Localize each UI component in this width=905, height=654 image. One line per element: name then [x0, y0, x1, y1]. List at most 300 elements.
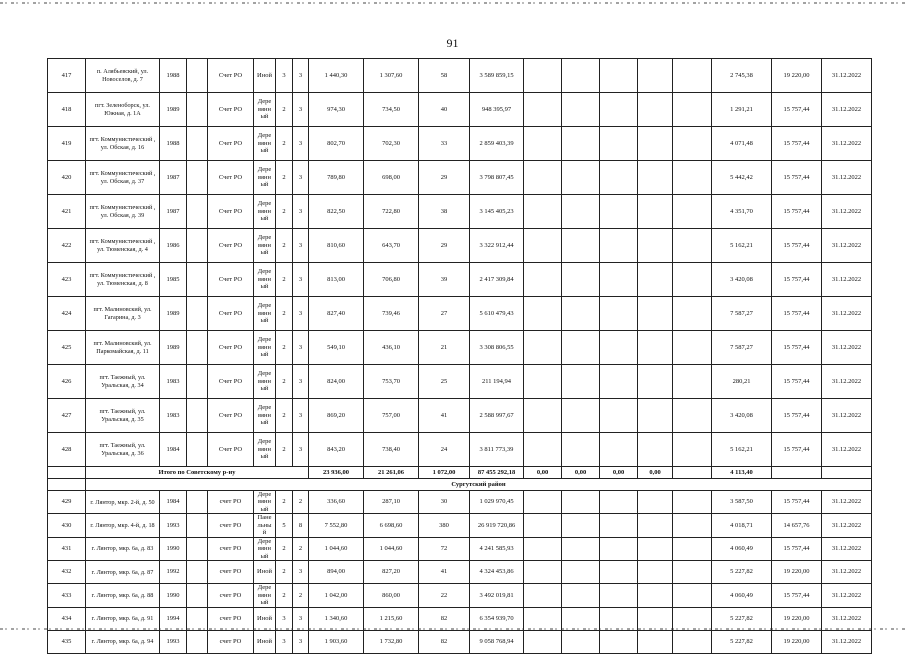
- unit-cost-cell: 3 420,08: [712, 263, 772, 297]
- address-cell: г. Лянтор, мкр. 6а, д. 91: [86, 607, 160, 630]
- empty-cell: [187, 630, 208, 653]
- total-area-cell: 810,60: [309, 229, 364, 263]
- total-cost-cell: 4 241 585,93: [470, 537, 524, 560]
- year-built-cell: 1989: [160, 331, 187, 365]
- completion-date-cell: 31.12.2022: [822, 59, 872, 93]
- funding-source-cell: Счет РО: [208, 433, 254, 467]
- empty-cell: [673, 607, 712, 630]
- total-cost-cell: 3 589 859,15: [470, 59, 524, 93]
- empty-cell: [187, 229, 208, 263]
- unit-cost-sum: 4 113,40: [712, 467, 772, 479]
- empty-cell: [187, 584, 208, 607]
- total-cost-cell: 26 919 720,86: [470, 514, 524, 537]
- sum-cell: 0,00: [562, 467, 600, 479]
- empty-cell: [562, 630, 600, 653]
- wall-material-cell: Дере вянн ый: [254, 584, 276, 607]
- empty-cell: [600, 127, 638, 161]
- floors-cell: 2: [276, 584, 293, 607]
- empty-cell: [638, 229, 673, 263]
- empty-cell: [524, 630, 562, 653]
- unit-cost-cell: 5 442,42: [712, 161, 772, 195]
- max-unit-cost-cell: 15 757,44: [772, 263, 822, 297]
- floors-cell: 2: [276, 331, 293, 365]
- row-number-cell: 429: [48, 491, 86, 514]
- funding-source-cell: Счет РО: [208, 161, 254, 195]
- row-number-cell: 433: [48, 584, 86, 607]
- empty-cell: [524, 365, 562, 399]
- empty-cell: [638, 433, 673, 467]
- empty-cell: [562, 297, 600, 331]
- row-number-cell: 417: [48, 59, 86, 93]
- residents-cell: 82: [419, 630, 470, 653]
- max-unit-cost-cell: 15 757,44: [772, 537, 822, 560]
- empty-cell: [600, 514, 638, 537]
- completion-date-cell: 31.12.2022: [822, 161, 872, 195]
- address-cell: пгт. Таежный, ул. Уральская, д. 34: [86, 365, 160, 399]
- year-built-cell: 1983: [160, 399, 187, 433]
- empty-cell: [524, 229, 562, 263]
- address-cell: г. Лянтор, мкр. 4-й, д. 18: [86, 514, 160, 537]
- empty-cell: [600, 399, 638, 433]
- empty-cell: [562, 263, 600, 297]
- empty-cell: [600, 537, 638, 560]
- entrances-cell: 3: [293, 399, 309, 433]
- address-cell: г. Лянтор, мкр. 6а, д. 83: [86, 537, 160, 560]
- wall-material-cell: Дере вянн ый: [254, 93, 276, 127]
- floors-cell: 2: [276, 537, 293, 560]
- max-unit-cost-cell: 19 220,00: [772, 59, 822, 93]
- empty-cell: [562, 433, 600, 467]
- residents-cell: 30: [419, 491, 470, 514]
- address-cell: пгт. Малиновский, ул. Паркомайская, д. 11: [86, 331, 160, 365]
- section-row: [48, 479, 872, 491]
- funding-source-cell: Счет РО: [208, 399, 254, 433]
- residents-cell: 22: [419, 584, 470, 607]
- total-cost-sum: 87 455 292,18: [470, 467, 524, 479]
- max-unit-cost-cell: 15 757,44: [772, 161, 822, 195]
- year-built-cell: 1992: [160, 561, 187, 584]
- entrances-cell: 2: [293, 537, 309, 560]
- total-area-cell: 974,30: [309, 93, 364, 127]
- empty-cell: [673, 433, 712, 467]
- total-cost-cell: 3 322 912,44: [470, 229, 524, 263]
- empty-cell: [673, 93, 712, 127]
- completion-date-cell: 31.12.2022: [822, 630, 872, 653]
- wall-material-cell: Иной: [254, 607, 276, 630]
- empty-cell: [524, 561, 562, 584]
- address-cell: пгт. Зеленоборск, ул. Южная, д. 1А: [86, 93, 160, 127]
- year-built-cell: 1990: [160, 537, 187, 560]
- unit-cost-cell: 280,21: [712, 365, 772, 399]
- wall-material-cell: Иной: [254, 561, 276, 584]
- empty-cell: [187, 537, 208, 560]
- empty-cell: [600, 263, 638, 297]
- unit-cost-cell: 4 060,49: [712, 537, 772, 560]
- max-unit-cost-cell: 15 757,44: [772, 399, 822, 433]
- total-area-cell: 549,10: [309, 331, 364, 365]
- empty-cell: [524, 399, 562, 433]
- funding-source-cell: Счет РО: [208, 59, 254, 93]
- empty-cell: [562, 127, 600, 161]
- unit-cost-cell: 5 227,82: [712, 561, 772, 584]
- floors-cell: 3: [276, 630, 293, 653]
- empty-cell: [562, 331, 600, 365]
- row-number-cell: 424: [48, 297, 86, 331]
- empty-cell: [600, 584, 638, 607]
- living-area-cell: 753,70: [364, 365, 419, 399]
- empty-cell: [673, 467, 712, 479]
- wall-material-cell: Пане льны й: [254, 514, 276, 537]
- empty-cell: [187, 399, 208, 433]
- year-built-cell: 1987: [160, 161, 187, 195]
- total-cost-cell: 4 324 453,86: [470, 561, 524, 584]
- empty-cell: [187, 491, 208, 514]
- residents-cell: 41: [419, 399, 470, 433]
- empty-cell: [48, 479, 86, 491]
- empty-cell: [600, 331, 638, 365]
- residents-sum: 1 072,00: [419, 467, 470, 479]
- max-unit-cost-cell: 15 757,44: [772, 433, 822, 467]
- address-cell: г. Лянтор, мкр. 6а, д. 88: [86, 584, 160, 607]
- row-number-cell: 426: [48, 365, 86, 399]
- empty-cell: [562, 93, 600, 127]
- empty-cell: [600, 93, 638, 127]
- empty-cell: [638, 365, 673, 399]
- row-number-cell: 432: [48, 561, 86, 584]
- row-number-cell: 435: [48, 630, 86, 653]
- empty-cell: [600, 433, 638, 467]
- funding-source-cell: счет РО: [208, 630, 254, 653]
- entrances-cell: 3: [293, 630, 309, 653]
- residents-cell: 39: [419, 263, 470, 297]
- entrances-cell: 3: [293, 331, 309, 365]
- total-area-cell: 1 440,30: [309, 59, 364, 93]
- year-built-cell: 1987: [160, 195, 187, 229]
- empty-cell: [187, 93, 208, 127]
- max-unit-cost-cell: 15 757,44: [772, 331, 822, 365]
- floors-cell: 2: [276, 127, 293, 161]
- funding-source-cell: Счет РО: [208, 297, 254, 331]
- total-area-cell: 1 903,60: [309, 630, 364, 653]
- table-row: [48, 607, 872, 630]
- wall-material-cell: Дере вянн ый: [254, 127, 276, 161]
- residents-cell: 21: [419, 331, 470, 365]
- year-built-cell: 1988: [160, 59, 187, 93]
- total-cost-cell: 9 058 768,94: [470, 630, 524, 653]
- empty-cell: [187, 607, 208, 630]
- empty-cell: [638, 93, 673, 127]
- unit-cost-cell: 5 162,21: [712, 433, 772, 467]
- empty-cell: [638, 537, 673, 560]
- empty-cell: [638, 127, 673, 161]
- table-body: [48, 59, 872, 654]
- sum-cell: 0,00: [638, 467, 673, 479]
- total-area-cell: 869,20: [309, 399, 364, 433]
- empty-cell: [638, 514, 673, 537]
- address-cell: пгт. Малиновский, ул. Гагарина, д. 3: [86, 297, 160, 331]
- table-row: [48, 537, 872, 560]
- empty-cell: [638, 161, 673, 195]
- address-cell: п. Алябьевский, ул. Новоселов, д. 7: [86, 59, 160, 93]
- total-area-cell: 1 042,00: [309, 584, 364, 607]
- funding-source-cell: Счет РО: [208, 93, 254, 127]
- max-unit-cost-cell: 15 757,44: [772, 365, 822, 399]
- floors-cell: 2: [276, 93, 293, 127]
- empty-cell: [638, 297, 673, 331]
- empty-cell: [187, 433, 208, 467]
- row-number-cell: 430: [48, 514, 86, 537]
- row-number-cell: 422: [48, 229, 86, 263]
- entrances-cell: 3: [293, 433, 309, 467]
- table-row: [48, 365, 872, 399]
- empty-cell: [638, 331, 673, 365]
- total-cost-cell: 3 811 773,39: [470, 433, 524, 467]
- total-cost-cell: 948 395,97: [470, 93, 524, 127]
- floors-cell: 2: [276, 433, 293, 467]
- unit-cost-cell: 7 587,27: [712, 331, 772, 365]
- empty-cell: [600, 607, 638, 630]
- residents-cell: 380: [419, 514, 470, 537]
- living-area-cell: 6 698,60: [364, 514, 419, 537]
- empty-cell: [600, 161, 638, 195]
- empty-cell: [638, 630, 673, 653]
- completion-date-cell: 31.12.2022: [822, 229, 872, 263]
- entrances-cell: 3: [293, 607, 309, 630]
- unit-cost-cell: 4 351,70: [712, 195, 772, 229]
- year-built-cell: 1984: [160, 491, 187, 514]
- total-area-cell: 822,50: [309, 195, 364, 229]
- address-cell: г. Лянтор, мкр. 2-й, д. 50: [86, 491, 160, 514]
- funding-source-cell: счет РО: [208, 514, 254, 537]
- living-area-cell: 1 732,80: [364, 630, 419, 653]
- table-row: [48, 195, 872, 229]
- page-number: 91: [446, 36, 459, 50]
- living-area-cell: 436,10: [364, 331, 419, 365]
- completion-date-cell: 31.12.2022: [822, 433, 872, 467]
- entrances-cell: 8: [293, 514, 309, 537]
- residents-cell: 72: [419, 537, 470, 560]
- total-cost-cell: 3 798 807,45: [470, 161, 524, 195]
- total-area-sum: 23 936,00: [309, 467, 364, 479]
- funding-source-cell: Счет РО: [208, 331, 254, 365]
- empty-cell: [524, 161, 562, 195]
- max-unit-cost-cell: 19 220,00: [772, 607, 822, 630]
- empty-cell: [822, 467, 872, 479]
- total-area-cell: 802,70: [309, 127, 364, 161]
- empty-cell: [562, 229, 600, 263]
- row-number-cell: 418: [48, 93, 86, 127]
- floors-cell: 2: [276, 561, 293, 584]
- empty-cell: [524, 537, 562, 560]
- total-area-cell: 827,40: [309, 297, 364, 331]
- living-area-cell: 860,00: [364, 584, 419, 607]
- funding-source-cell: Счет РО: [208, 229, 254, 263]
- empty-cell: [524, 93, 562, 127]
- table-row: [48, 229, 872, 263]
- sum-cell: 0,00: [600, 467, 638, 479]
- wall-material-cell: Дере вянн ый: [254, 161, 276, 195]
- table-row: [48, 297, 872, 331]
- living-area-cell: 738,40: [364, 433, 419, 467]
- table-row: [48, 491, 872, 514]
- empty-cell: [673, 514, 712, 537]
- year-built-cell: 1983: [160, 365, 187, 399]
- empty-cell: [562, 607, 600, 630]
- floors-cell: 2: [276, 263, 293, 297]
- empty-cell: [673, 59, 712, 93]
- entrances-cell: 3: [293, 561, 309, 584]
- residents-cell: 82: [419, 607, 470, 630]
- empty-cell: [524, 607, 562, 630]
- living-area-cell: 706,80: [364, 263, 419, 297]
- living-area-sum: 21 261,06: [364, 467, 419, 479]
- entrances-cell: 2: [293, 491, 309, 514]
- empty-cell: [673, 584, 712, 607]
- completion-date-cell: 31.12.2022: [822, 537, 872, 560]
- residents-cell: 41: [419, 561, 470, 584]
- entrances-cell: 3: [293, 263, 309, 297]
- empty-cell: [673, 630, 712, 653]
- empty-cell: [638, 607, 673, 630]
- max-unit-cost-cell: 15 757,44: [772, 127, 822, 161]
- empty-cell: [187, 561, 208, 584]
- completion-date-cell: 31.12.2022: [822, 607, 872, 630]
- empty-cell: [600, 59, 638, 93]
- completion-date-cell: 31.12.2022: [822, 584, 872, 607]
- empty-cell: [524, 263, 562, 297]
- address-cell: пгт. Коммунистический , ул. Обская, д. 16: [86, 127, 160, 161]
- unit-cost-cell: 1 291,21: [712, 93, 772, 127]
- residents-cell: 40: [419, 93, 470, 127]
- empty-cell: [187, 161, 208, 195]
- empty-cell: [673, 331, 712, 365]
- entrances-cell: 2: [293, 584, 309, 607]
- row-number-cell: 423: [48, 263, 86, 297]
- floors-cell: 3: [276, 59, 293, 93]
- max-unit-cost-cell: 19 220,00: [772, 561, 822, 584]
- empty-cell: [524, 195, 562, 229]
- table-row: [48, 630, 872, 653]
- empty-cell: [524, 491, 562, 514]
- funding-source-cell: счет РО: [208, 491, 254, 514]
- sum-cell: 0,00: [524, 467, 562, 479]
- table-row: [48, 59, 872, 93]
- funding-source-cell: Счет РО: [208, 365, 254, 399]
- empty-cell: [673, 365, 712, 399]
- empty-cell: [524, 514, 562, 537]
- completion-date-cell: 31.12.2022: [822, 127, 872, 161]
- living-area-cell: 734,50: [364, 93, 419, 127]
- floors-cell: 5: [276, 514, 293, 537]
- living-area-cell: 643,70: [364, 229, 419, 263]
- total-cost-cell: 1 029 970,45: [470, 491, 524, 514]
- address-cell: пгт. Коммунистический , ул. Тюменская, д. 8: [86, 263, 160, 297]
- empty-cell: [673, 491, 712, 514]
- wall-material-cell: Иной: [254, 630, 276, 653]
- year-built-cell: 1994: [160, 607, 187, 630]
- empty-cell: [562, 59, 600, 93]
- total-area-cell: 789,80: [309, 161, 364, 195]
- total-cost-cell: 3 145 405,23: [470, 195, 524, 229]
- unit-cost-cell: 5 227,82: [712, 607, 772, 630]
- total-cost-cell: 211 194,94: [470, 365, 524, 399]
- unit-cost-cell: 4 071,48: [712, 127, 772, 161]
- total-cost-cell: 3 308 806,55: [470, 331, 524, 365]
- unit-cost-cell: 3 420,08: [712, 399, 772, 433]
- total-cost-cell: 5 610 479,43: [470, 297, 524, 331]
- living-area-cell: 287,10: [364, 491, 419, 514]
- empty-cell: [187, 514, 208, 537]
- empty-cell: [187, 297, 208, 331]
- empty-cell: [600, 195, 638, 229]
- empty-cell: [600, 630, 638, 653]
- max-unit-cost-cell: 15 757,44: [772, 229, 822, 263]
- year-built-cell: 1989: [160, 297, 187, 331]
- completion-date-cell: 31.12.2022: [822, 297, 872, 331]
- floors-cell: 2: [276, 297, 293, 331]
- unit-cost-cell: 2 745,38: [712, 59, 772, 93]
- year-built-cell: 1990: [160, 584, 187, 607]
- empty-cell: [524, 59, 562, 93]
- completion-date-cell: 31.12.2022: [822, 195, 872, 229]
- empty-cell: [562, 514, 600, 537]
- total-label: Итого по Советскому р-ну: [86, 467, 309, 479]
- max-unit-cost-cell: 15 757,44: [772, 584, 822, 607]
- funding-source-cell: Счет РО: [208, 263, 254, 297]
- empty-cell: [673, 263, 712, 297]
- total-cost-cell: 6 354 939,70: [470, 607, 524, 630]
- residents-cell: 29: [419, 229, 470, 263]
- total-row: [48, 467, 872, 479]
- living-area-cell: 722,80: [364, 195, 419, 229]
- living-area-cell: 739,46: [364, 297, 419, 331]
- empty-cell: [187, 127, 208, 161]
- empty-cell: [562, 537, 600, 560]
- empty-cell: [638, 561, 673, 584]
- table-row: [48, 399, 872, 433]
- year-built-cell: 1986: [160, 229, 187, 263]
- empty-cell: [187, 59, 208, 93]
- empty-cell: [562, 161, 600, 195]
- empty-cell: [600, 365, 638, 399]
- living-area-cell: 702,30: [364, 127, 419, 161]
- year-built-cell: 1985: [160, 263, 187, 297]
- residents-cell: 25: [419, 365, 470, 399]
- housing-registry-table: [47, 58, 872, 654]
- empty-cell: [673, 195, 712, 229]
- empty-cell: [562, 195, 600, 229]
- funding-source-cell: счет РО: [208, 607, 254, 630]
- unit-cost-cell: 7 587,27: [712, 297, 772, 331]
- completion-date-cell: 31.12.2022: [822, 491, 872, 514]
- completion-date-cell: 31.12.2022: [822, 93, 872, 127]
- residents-cell: 27: [419, 297, 470, 331]
- funding-source-cell: счет РО: [208, 537, 254, 560]
- living-area-cell: 1 044,60: [364, 537, 419, 560]
- residents-cell: 58: [419, 59, 470, 93]
- wall-material-cell: Иной: [254, 59, 276, 93]
- address-cell: г. Лянтор, мкр. 6а, д. 94: [86, 630, 160, 653]
- living-area-cell: 698,00: [364, 161, 419, 195]
- table-row: [48, 433, 872, 467]
- entrances-cell: 3: [293, 297, 309, 331]
- empty-cell: [600, 491, 638, 514]
- empty-cell: [48, 467, 86, 479]
- empty-cell: [638, 263, 673, 297]
- row-number-cell: 428: [48, 433, 86, 467]
- year-built-cell: 1993: [160, 630, 187, 653]
- empty-cell: [524, 127, 562, 161]
